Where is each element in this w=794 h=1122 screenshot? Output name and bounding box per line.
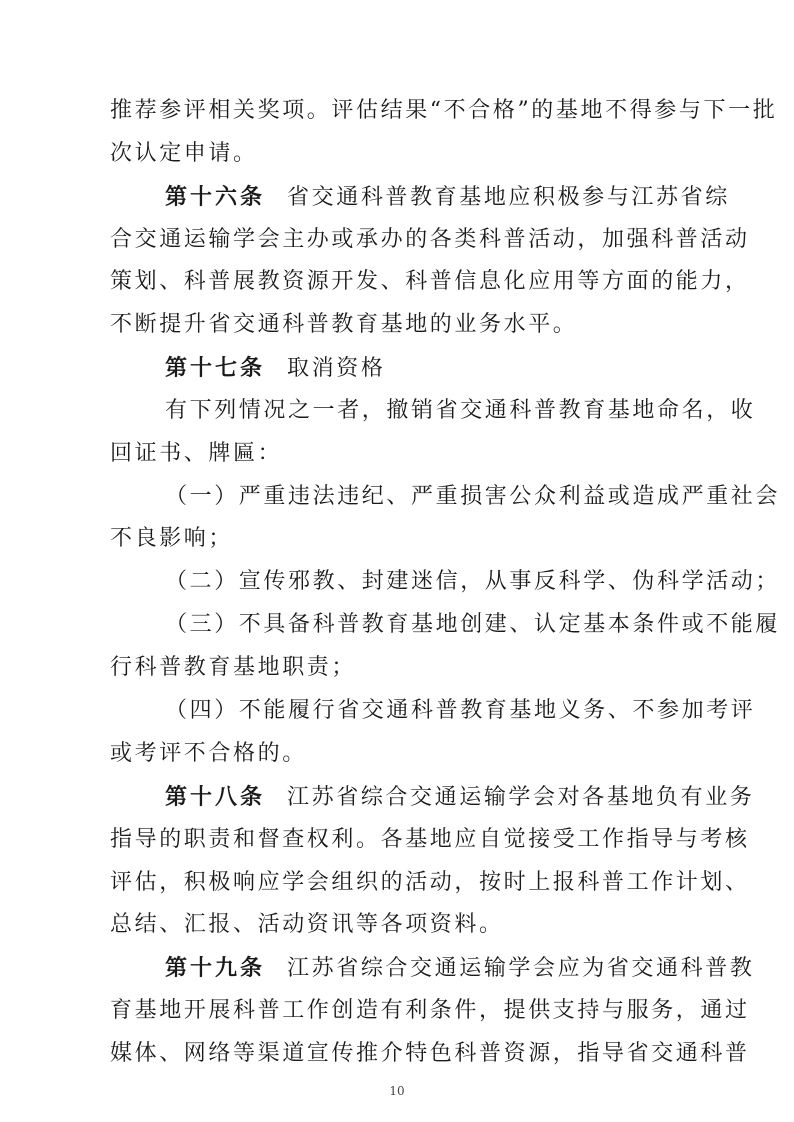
text-line: 江苏省综合交通运输学会对各基地负有业务 [287, 785, 755, 810]
text-line: 回证书、牌匾： [110, 441, 283, 466]
text-line: 不断提升省交通科普教育基地的业务水平。 [110, 312, 578, 337]
list-item-2: （二）宣传邪教、封建迷信，从事反科学、伪科学活动； [165, 569, 781, 594]
text-line: 有下列情况之一者，撤销省交通科普教育基地命名，收 [165, 398, 756, 423]
article-17-heading: 第十七条 [165, 355, 266, 381]
article-16-line [165, 182, 730, 213]
text-line: 策划、科普展教资源开发、科普信息化应用等方面的能力， [110, 269, 750, 294]
text-line: 省交通科普教育基地应积极参与江苏省综 [287, 185, 730, 210]
text-line: 取消资格 [287, 356, 386, 381]
text-line: 推荐参评相关奖项。评估结果“不合格”的基地不得参与下一批 [110, 98, 778, 123]
text-line: 江苏省综合交通运输学会应为省交通科普教 [287, 956, 755, 981]
text-line: 行科普教育基地职责； [110, 655, 357, 680]
text-line: 总结、汇报、活动资讯等各项资料。 [110, 912, 504, 937]
article-18-heading: 第十八条 [165, 784, 266, 810]
text-line: 评估，积极响应学会组织的活动，按时上报科普工作计划、 [110, 870, 750, 895]
article-17-line [165, 353, 385, 384]
text-line: 媒体、网络等渠道宣传推介特色科普资源，指导省交通科普 [110, 1041, 750, 1066]
article-18-line [165, 782, 754, 813]
list-item-4: （四）不能履行省交通科普教育基地义务、不参加考评 [165, 698, 756, 723]
text-line: 指导的职责和督查权利。各基地应自觉接受工作指导与考核 [110, 827, 750, 852]
text-line: 次认定申请。 [110, 141, 258, 166]
article-16-heading: 第十六条 [165, 184, 266, 210]
article-19-line [165, 953, 754, 984]
page-number: 10 [389, 1084, 405, 1098]
text-line: 合交通运输学会主办或承办的各类科普活动，加强科普活动 [110, 227, 750, 252]
text-line: 育基地开展科普工作创造有利条件，提供支持与服务，通过 [110, 998, 750, 1023]
text-line: 不良影响； [110, 526, 234, 551]
article-19-heading: 第十九条 [165, 955, 266, 981]
list-item-1: （一）严重违法违纪、严重损害公众利益或造成严重社会 [165, 484, 781, 509]
list-item-3: （三）不具备科普教育基地创建、认定基本条件或不能履 [165, 612, 781, 637]
text-line: 或考评不合格的。 [110, 741, 307, 766]
